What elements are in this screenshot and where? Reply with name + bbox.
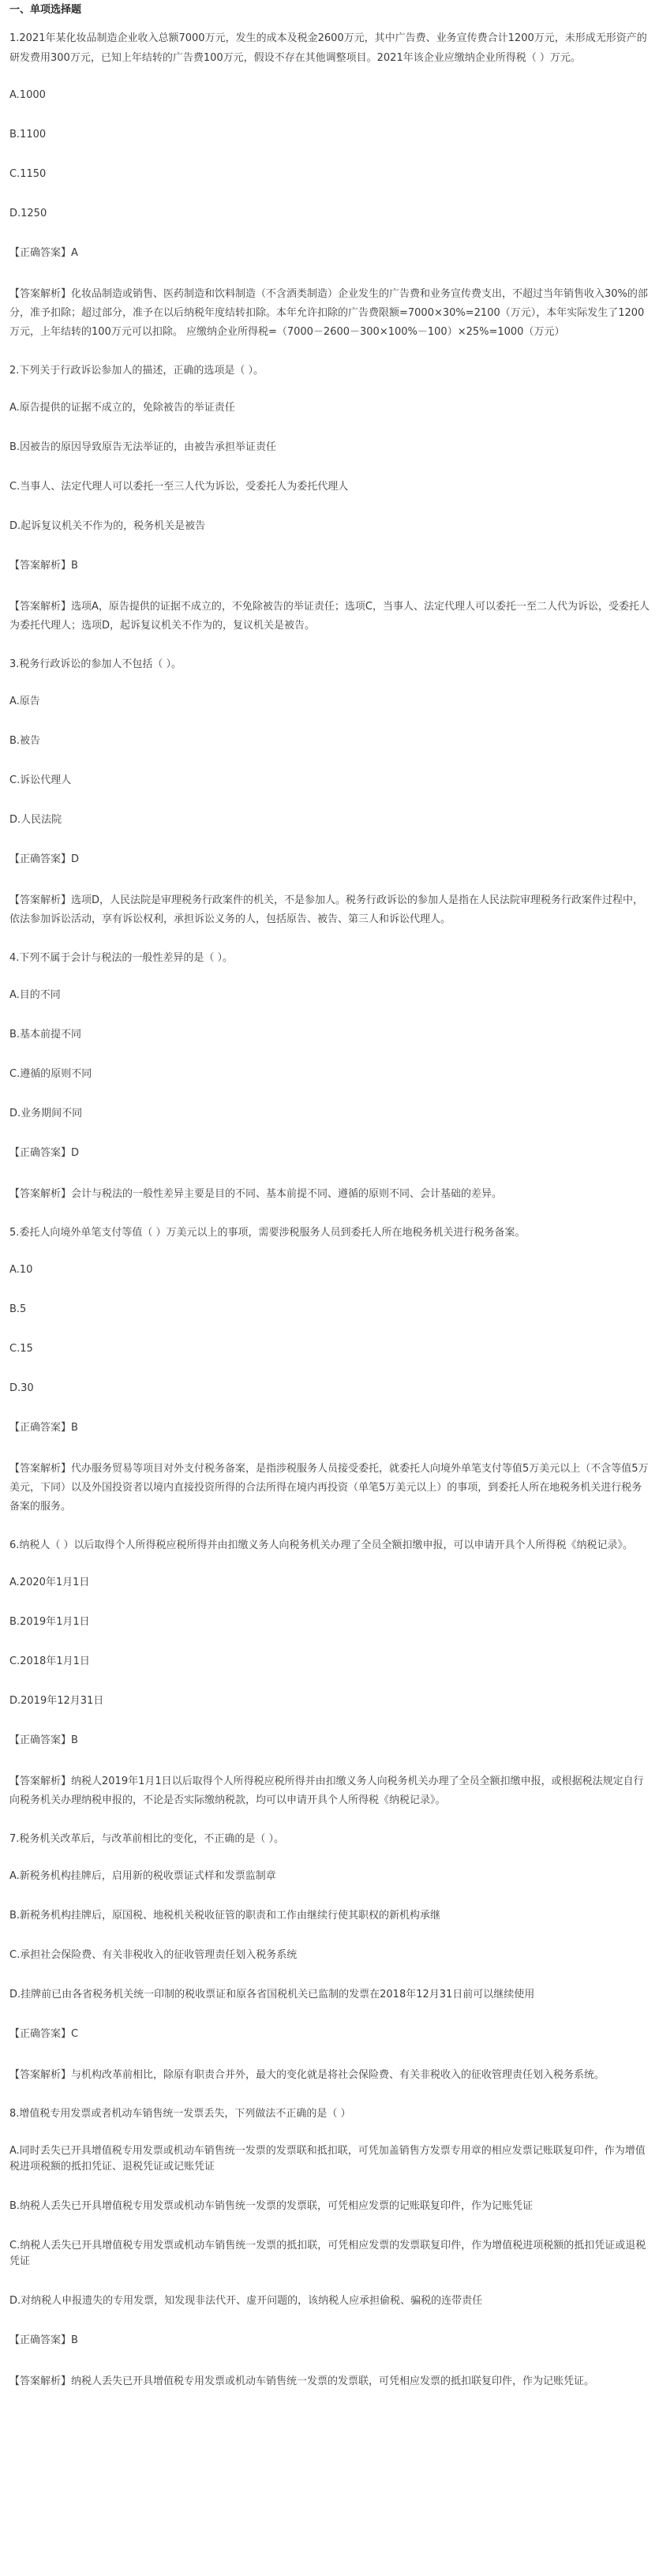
option-c: C.2018年1月1日 — [9, 1655, 90, 1667]
answer-analysis: 【答案解析】代办服务贸易等项目对外支付税务备案，是指涉税服务人员接受委托，就委托人向境外单笔支付等值5万美元以上（不含等值5万美元，下同）以及外国投资者以境内直接投资所得的合法所得在境内再投资（单笔5万美元以上）的事项，到委托人所在地税务机关进行税务备案的服务。 — [9, 1463, 649, 1513]
option-c: C.承担社会保险费、有关非税收入的征收管理责任划入税务系统 — [9, 1949, 298, 1961]
option-d: D.1250 — [9, 208, 47, 219]
option-b: B.2019年1月1日 — [9, 1616, 90, 1628]
option-b: B.1100 — [9, 129, 47, 141]
answer-analysis: 【答案解析】与机构改革前相比，除原有职责合并外，最大的变化就是将社会保险费、有关非税收入的征收管理责任划入税务系统。 — [9, 2069, 605, 2081]
option-c: C.诉讼代理人 — [9, 774, 72, 786]
correct-answer: 【正确答案】B — [9, 1422, 78, 1434]
question-4 — [9, 948, 650, 1204]
answer-analysis: 【答案解析】纳税人2019年1月1日以后取得个人所得税应税所得并由扣缴义务人向税务机关办理了全员全额扣缴申报，或根据税法规定自行向税务机关办理纳税申报的，不论是否实际缴纳税款，均可以申请开具个人所得税《纳税记录》。 — [9, 1775, 644, 1806]
question-stem: 4.下列不属于会计与税法的一般性差异的是（ ）。 — [9, 952, 234, 964]
option-b: B.被告 — [9, 735, 41, 747]
option-d: D.2019年12月31日 — [9, 1695, 104, 1707]
question-stem: 3.税务行政诉讼的参加人不包括（ ）。 — [9, 658, 182, 670]
answer-analysis: 【答案解析】选项A，原告提供的证据不成立的，不免除被告的举证责任；选项C，当事人、法定代理人可以委托一至二人代为诉讼，受委托人为委托代理人；选项D，起诉复议机关不作为的，复议机关是被告。 — [9, 601, 650, 632]
correct-answer: 【正确答案】D — [9, 1147, 80, 1159]
option-b: B.因被告的原因导致原告无法举证的，由被告承担举证责任 — [9, 441, 277, 453]
option-a: A.新税务机构挂牌后，启用新的税收票证式样和发票监制章 — [9, 1870, 276, 1882]
question-stem: 5.委托人向境外单笔支付等值（ ）万美元以上的事项，需要涉税服务人员到委托人所在地税务机关进行税务备案。 — [9, 1227, 526, 1239]
option-a: A.同时丢失已开具增值税专用发票或机动车销售统一发票的发票联和抵扣联，可凭加盖销售方发票专用章的相应发票记账联复印件，作为增值税进项税额的抵扣凭证、退税凭证或记账凭证 — [9, 2145, 646, 2173]
correct-answer: 【正确答案】B — [9, 2334, 78, 2346]
question-stem: 1.2021年某化妆品制造企业收入总额7000万元，发生的成本及税金2600万元，其中广告费、业务宣传费合计1200万元，未形成无形资产的研发费用300万元，已知上年结转的广告费100万元，假设不存在其他调整项目。2021年该企业应缴纳企业所得税（ ）万元。 — [9, 32, 647, 64]
question-stem: 2.下列关于行政诉讼参加人的描述，正确的选项是（ ）。 — [9, 365, 264, 377]
question-8 — [9, 2104, 650, 2391]
correct-answer: 【正确答案】B — [9, 1734, 78, 1746]
option-a: A.目的不同 — [9, 989, 61, 1001]
answer-analysis: 【答案解析】选项D，人民法院是审理税务行政案件的机关，不是参加人。税务行政诉讼的参加人是指在人民法院审理税务行政案件过程中，依法参加诉讼活动，享有诉讼权利，承担诉讼义务的人，包括原告、被告、第三人和诉讼代理人。 — [9, 894, 644, 925]
option-b: B.5 — [9, 1303, 27, 1315]
option-d: D.人民法院 — [9, 814, 62, 826]
question-2 — [9, 361, 650, 636]
option-d: D.挂牌前已由各省税务机关统一印制的税收票证和原各省国税机关已监制的发票在2018年12月31日前可以继续使用 — [9, 1989, 535, 2000]
answer-analysis: 【答案解析】化妆品制造或销售、医药制造和饮料制造（不含酒类制造）企业发生的广告费和业务宣传费支出，不超过当年销售收入30%的部分，准予扣除；超过部分，准予在以后纳税年度结转扣除。本年允许扣除的广告费限额=7000×30%=2100（万元），本年实际发生了1200万元，上年结转的100万元可以扣除。 应缴纳企业所得税=（7000－2600－300×100%－100）×25%=1000（万元） — [9, 288, 648, 338]
question-stem: 7.税务机关改革后，与改革前相比的变化，不正确的是（ ）。 — [9, 1833, 285, 1845]
option-c: C.15 — [9, 1343, 33, 1355]
question-stem: 8.增值税专用发票或者机动车销售统一发票丢失，下列做法不正确的是（ ） — [9, 2108, 351, 2120]
option-b: B.新税务机构挂牌后，原国税、地税机关税收征管的职责和工作由继续行使其职权的新机构承继 — [9, 1910, 441, 1922]
section-title: 一、单项选择题 — [9, 4, 82, 16]
correct-answer: 【正确答案】C — [9, 2028, 79, 2040]
question-5 — [9, 1223, 650, 1517]
question-7 — [9, 1829, 650, 2085]
option-c: C.1150 — [9, 168, 47, 180]
correct-answer: 【正确答案】D — [9, 853, 80, 865]
option-b: B.基本前提不同 — [9, 1029, 82, 1041]
option-a: A.原告提供的证据不成立的，免除被告的举证责任 — [9, 402, 235, 414]
answer-analysis: 【答案解析】会计与税法的一般性差异主要是目的不同、基本前提不同、遵循的原则不同、会计基础的差异。 — [9, 1188, 503, 1200]
option-a: A.2020年1月1日 — [9, 1577, 90, 1588]
option-a: A.原告 — [9, 696, 40, 707]
option-c: C.当事人、法定代理人可以委托一至三人代为诉讼，受委托人为委托代理人 — [9, 481, 349, 493]
question-1 — [9, 28, 650, 342]
correct-answer: 【正确答案】A — [9, 247, 78, 259]
question-stem: 6.纳税人（ ）以后取得个人所得税应税所得并由扣缴义务人向税务机关办理了全员全额扣缴申报，可以申请开具个人所得税《纳税记录》。 — [9, 1539, 634, 1551]
option-d: D.对纳税人申报遗失的专用发票，知发现非法代开、虚开问题的，该纳税人应承担偷税、骗税的连带责任 — [9, 2295, 483, 2307]
option-d: D.起诉复议机关不作为的，税务机关是被告 — [9, 520, 206, 532]
option-a: A.1000 — [9, 89, 46, 101]
option-c: C.遵循的原则不同 — [9, 1068, 92, 1080]
option-b: B.纳税人丢失已开具增值税专用发票或机动车销售统一发票的发票联，可凭相应发票的记账联复印件，作为记账凭证 — [9, 2200, 534, 2212]
option-c: C.纳税人丢失已开具增值税专用发票或机动车销售统一发票的抵扣联，可凭相应发票的发票联复印件，作为增值税进项税额的抵扣凭证或退税凭证 — [9, 2240, 646, 2267]
question-3 — [9, 654, 650, 929]
option-d: D.业务期间不同 — [9, 1108, 83, 1119]
answer-analysis: 【答案解析】纳税人丢失已开具增值税专用发票或机动车销售统一发票的发票联，可凭相应发票的抵扣联复印件，作为记账凭证。 — [9, 2375, 595, 2387]
question-6 — [9, 1535, 650, 1810]
option-d: D.30 — [9, 1382, 34, 1394]
correct-answer: 【答案解析】B — [9, 560, 78, 572]
option-a: A.10 — [9, 1264, 33, 1276]
